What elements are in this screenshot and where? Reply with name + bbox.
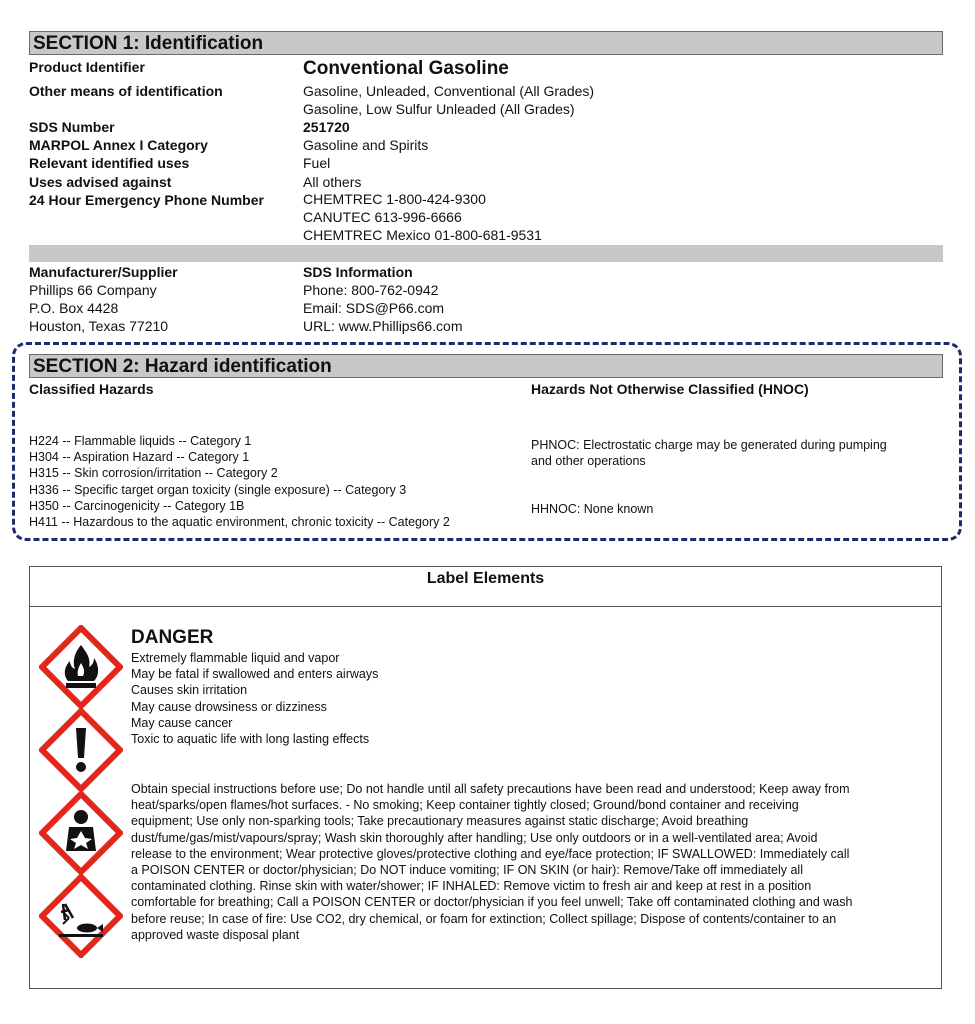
- product-identifier: Conventional Gasoline: [303, 58, 509, 79]
- other-means-1: Gasoline, Unleaded, Conventional (All Grades): [303, 83, 595, 99]
- precautionary-line: equipment; Use only non-sparking tools; Take precautionary measures against static discharge; Avoid breathing: [131, 814, 749, 829]
- phnoc-line-2: and other operations: [531, 454, 646, 469]
- classified-hazards-list: [29, 433, 450, 530]
- section2-header: SECTION 2: Hazard identification: [29, 354, 943, 378]
- manufacturer-label: Manufacturer/Supplier: [29, 264, 178, 280]
- section-divider-band: [29, 245, 943, 262]
- label-elements-box: [29, 566, 942, 989]
- manufacturer-address: [29, 281, 168, 335]
- advised-against-label: Uses advised against: [29, 174, 172, 190]
- precautionary-line: comfortable for breathing; Call a POISON CENTER or doctor/physician if you feel unwell; Take off contaminated clothing and wash: [131, 895, 853, 910]
- sds-info-label: SDS Information: [303, 264, 413, 280]
- precautionary-line: approved waste disposal plant: [131, 927, 300, 942]
- sds-info-email: Email: SDS@P66.com: [303, 300, 445, 316]
- precautionary-line: Obtain special instructions before use; Do not handle until all safety precautions have been read and understood; Keep away from: [131, 782, 850, 796]
- hazard-statement: May cause drowsiness or dizziness: [131, 699, 327, 714]
- sds-number-label: SDS Number: [29, 119, 115, 135]
- marpol-value: Gasoline and Spirits: [303, 137, 429, 153]
- hazard-statement: May be fatal if swallowed and enters airways: [131, 667, 379, 682]
- hazard-h336: H336 -- Specific target organ toxicity (single exposure) -- Category 3: [29, 482, 407, 497]
- hazard-h350: H350 -- Carcinogenicity -- Category 1B: [29, 498, 245, 513]
- precautionary-line: before reuse; In case of fire: Use CO2, dry chemical, or foam for extinction; Collect spillage; Dispose of contents/container to an: [131, 911, 837, 926]
- manufacturer-city: Houston, Texas 77210: [29, 318, 169, 334]
- manufacturer-name: Phillips 66 Company: [29, 282, 157, 298]
- hazard-h224: H224 -- Flammable liquids -- Category 1: [29, 434, 252, 448]
- hazard-h304: H304 -- Aspiration Hazard -- Category 1: [29, 450, 250, 465]
- precautionary-line: release to the environment; Wear protective gloves/protective clothing and eye/face protection; IF SWALLOWED: Immediately call: [131, 846, 850, 861]
- health-hazard-icon: [39, 791, 123, 875]
- hazard-h411: H411 -- Hazardous to the aquatic environment, chronic toxicity -- Category 2: [29, 515, 450, 530]
- emergency-phone-1: CHEMTREC 1-800-424-9300: [303, 191, 486, 207]
- uses-label: Relevant identified uses: [29, 155, 190, 171]
- emergency-phone-2: CANUTEC 613-996-6666: [303, 209, 462, 225]
- precautionary-line: heat/sparks/open flames/hot surfaces. - No smoking; Keep container tightly closed; Ground/bond container and receiving: [131, 798, 799, 813]
- hazard-h315: H315 -- Skin corrosion/irritation -- Category 2: [29, 466, 278, 481]
- product-identifier-label: Product Identifier: [29, 59, 145, 75]
- exclamation-mark-icon: [39, 708, 123, 792]
- precautionary-line: contaminated clothing. Rinse skin with water/shower; IF INHALED: Remove victim to fresh air and keep at rest in a position: [131, 879, 812, 894]
- precautionary-statements: [131, 781, 936, 943]
- sds-info: [303, 281, 463, 335]
- sds-info-phone: Phone: 800-762-0942: [303, 282, 439, 298]
- manufacturer-pobox: P.O. Box 4428: [29, 300, 119, 316]
- hazard-statement: Toxic to aquatic life with long lasting effects: [131, 732, 370, 747]
- section1-header: SECTION 1: Identification: [29, 31, 943, 55]
- uses-value: Fuel: [303, 155, 331, 171]
- sds-number: 251720: [303, 119, 350, 135]
- label-elements-title: Label Elements: [30, 567, 941, 607]
- hazard-statement: May cause cancer: [131, 715, 233, 730]
- hnoc-label: Hazards Not Otherwise Classified (HNOC): [531, 381, 809, 397]
- precautionary-line: dust/fume/gas/mist/vapours/spray; Wash skin thoroughly after handling; Use only outdoors or in a well-ventilated area; Avoid: [131, 830, 818, 845]
- environment-icon: [39, 874, 123, 958]
- signal-word: DANGER: [131, 627, 214, 648]
- flame-icon: [39, 625, 123, 709]
- sds-info-url: URL: www.Phillips66.com: [303, 318, 463, 334]
- hazard-statement: Extremely flammable liquid and vapor: [131, 651, 340, 665]
- phnoc-line-1: PHNOC: Electrostatic charge may be generated during pumping: [531, 438, 887, 452]
- emergency-label: 24 Hour Emergency Phone Number: [29, 192, 264, 208]
- marpol-label: MARPOL Annex I Category: [29, 137, 208, 153]
- other-means-label: Other means of identification: [29, 83, 223, 99]
- hhnoc-text: HHNOC: None known: [531, 502, 654, 516]
- emergency-phone-3: CHEMTREC Mexico 01-800-681-9531: [303, 227, 542, 243]
- hazard-statement: Causes skin irritation: [131, 683, 248, 698]
- phnoc-text: [531, 437, 887, 469]
- classified-hazards-label: Classified Hazards: [29, 381, 154, 397]
- other-means-2: Gasoline, Low Sulfur Unleaded (All Grades): [303, 101, 575, 117]
- precautionary-line: a POISON CENTER or doctor/physician; Do NOT induce vomiting; IF ON SKIN (or hair): Remove/Take off immediately all: [131, 863, 803, 878]
- advised-against-value: All others: [303, 174, 362, 190]
- hazard-statements: [131, 650, 378, 747]
